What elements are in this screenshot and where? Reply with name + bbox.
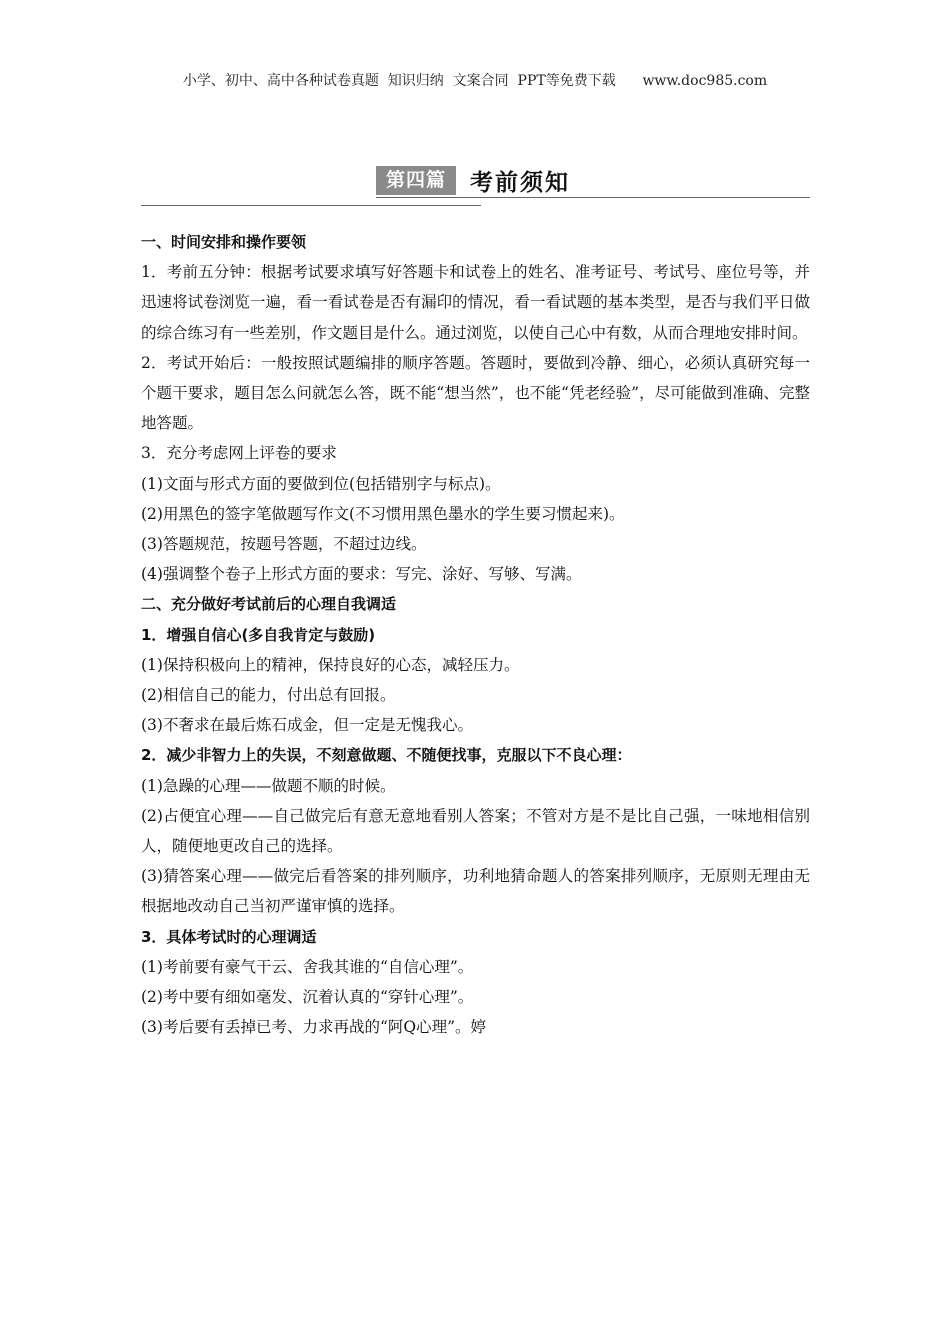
list-item: (1)文面与形式方面的要做到位(包括错别字与标点)。	[141, 474, 501, 493]
section-heading: 二、充分做好考试前后的心理自我调适	[141, 595, 397, 614]
list-item: (4)强调整个卷子上形式方面的要求：写完、涂好、写够、写满。	[141, 565, 582, 584]
list-item: (1)考前要有豪气干云、舍我其谁的“自信心理”。	[141, 957, 474, 976]
section-heading: 一、时间安排和操作要领	[141, 233, 307, 251]
subsection-heading: 1．增强自信心(多自我肯定与鼓励)	[141, 625, 376, 644]
list-item: (3)不奢求在最后炼石成金，但一定是无愧我心。	[141, 716, 473, 735]
list-item: (2)考中要有细如毫发、沉着认真的“穿针心理”。	[141, 988, 474, 1007]
section-divider	[141, 205, 481, 206]
paragraph: 1．考前五分钟：根据考试要求填写好答题卡和试卷上的姓名、准考证号、考试号、座位号等，并迅速将试卷浏览一遍，看一看试卷是否有漏印的情况，看一看试题的基本类型，是否与我们平日做的综合练习有一些差别，作文题目是什么。通过浏览，以使自己心中有数，从而合理地安排时间。	[141, 263, 810, 342]
list-item: (3)考后要有丢掉已考、力求再战的“阿Q心理”。婷	[141, 1018, 487, 1037]
chapter-heading: 考前须知	[470, 169, 571, 196]
title-underline	[376, 197, 810, 198]
list-item: (2)相信自己的能力，付出总有回报。	[141, 686, 396, 705]
list-item: (3)猜答案心理——做完后看答案的排列顺序，功利地猜命题人的答案排列顺序，无原则无理由无根据地改动自己当初严谨审慎的选择。	[141, 867, 810, 916]
list-item: (1)保持积极向上的精神，保持良好的心态，减轻压力。	[141, 655, 520, 674]
list-item: (2)占便宜心理——自己做完后有意无意地看别人答案；不管对方是不是比自己强，一味地相信别人，随便地更改自己的选择。	[141, 806, 810, 856]
paragraph: 3．充分考虑网上评卷的要求	[141, 444, 337, 463]
subsection-heading: 2．减少非智力上的失误，不刻意做题、不随便找事，克服以下不良心理：	[141, 746, 632, 765]
body-text	[141, 227, 810, 1042]
paragraph: 2．考试开始后：一般按照试题编排的顺序答题。答题时，要做到冷静、细心，必须认真研究每一个题干要求，题目怎么问就怎么答，既不能“想当然”，也不能“凭老经验”，尽可能做到准确、完整地答题。	[141, 353, 810, 433]
list-item: (1)急躁的心理——做题不顺的时候。	[141, 776, 396, 795]
chapter-badge: 第四篇	[376, 166, 456, 195]
list-item: (3)答题规范，按题号答题，不超过边线。	[141, 535, 427, 554]
subsection-heading: 3．具体考试时的心理调适	[141, 927, 317, 946]
chapter-title	[376, 165, 570, 195]
list-item: (2)用黑色的签字笔做题写作文(不习惯用黑色墨水的学生要习惯起来)。	[141, 504, 625, 523]
page-header: 小学、初中、高中各种试卷真题 知识归纳 文案合同 PPT等免费下载 www.doc985.com	[182, 73, 768, 89]
